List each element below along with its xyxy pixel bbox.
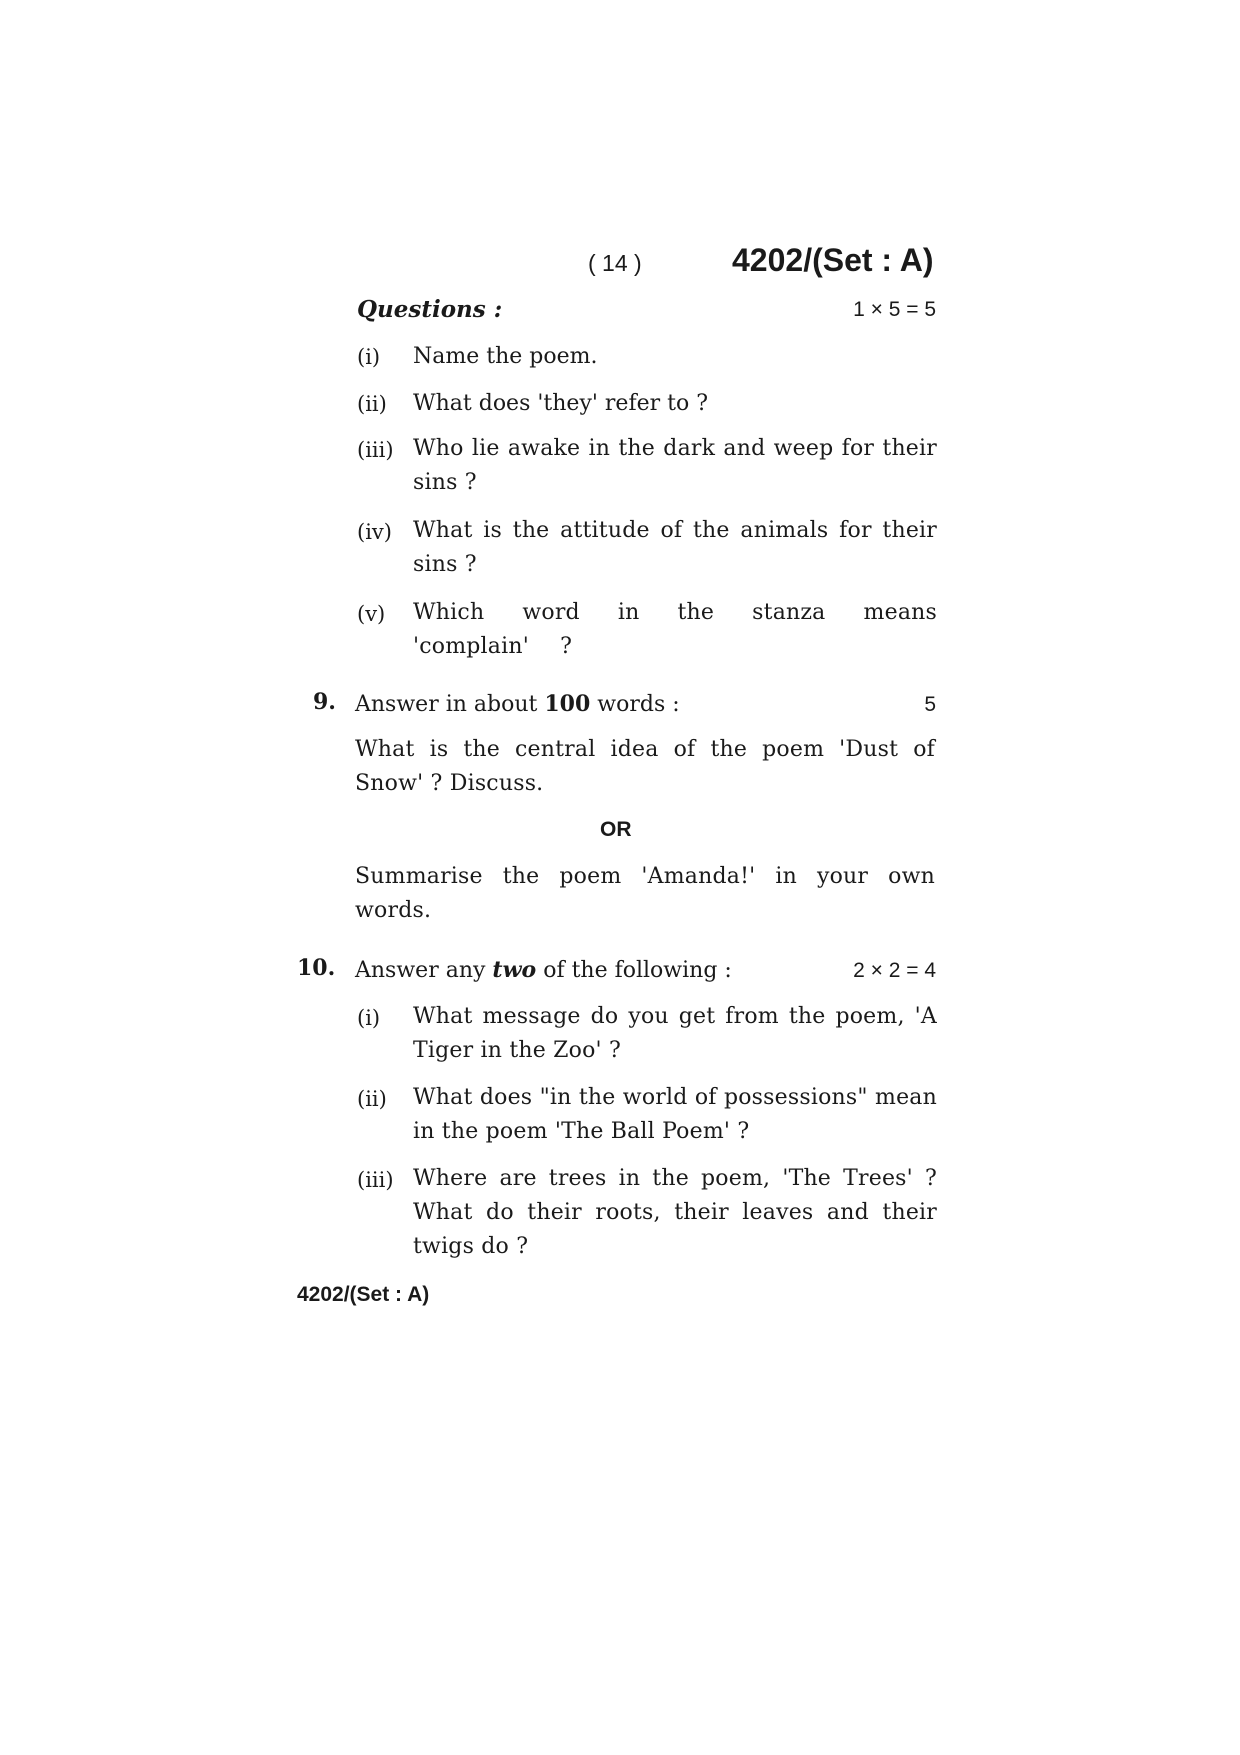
item-text: Who lie awake in the dark and weep for their sins ? bbox=[413, 436, 937, 495]
item-text: Name the poem. bbox=[413, 344, 598, 369]
question-9-option-b: Summarise the poem 'Amanda!' in your own words. bbox=[355, 864, 935, 923]
prompt-text: words : bbox=[590, 692, 680, 717]
item-number: (iv) bbox=[357, 520, 392, 544]
item-text: What message do you get from the poem, 'A Tiger in the Zoo' ? bbox=[413, 1004, 937, 1063]
prompt-bold-number: 100 bbox=[544, 691, 591, 717]
item-text: What is the attitude of the animals for their sins ? bbox=[413, 518, 937, 577]
item-text: What does 'they' refer to ? bbox=[413, 391, 708, 416]
page-number: ( 14 ) bbox=[588, 250, 642, 276]
prompt-text: of the following : bbox=[536, 958, 732, 983]
item-text: Which word in the stanza means 'complain' ? bbox=[413, 600, 937, 659]
item-number: (iii) bbox=[357, 1168, 394, 1192]
question-9-number: 9. bbox=[313, 689, 336, 715]
prompt-text: Answer any bbox=[355, 958, 493, 983]
or-separator: OR bbox=[600, 818, 632, 841]
question-9-prompt bbox=[355, 687, 680, 722]
question-9-marks: 5 bbox=[924, 693, 936, 716]
question-10-marks: 2 × 2 = 4 bbox=[853, 959, 936, 982]
item-text: What does "in the world of possessions" mean in the poem 'The Ball Poem' ? bbox=[413, 1085, 937, 1144]
paper-code-header: 4202/(Set : A) bbox=[732, 242, 934, 278]
item-number: (ii) bbox=[357, 392, 387, 416]
item-number: (ii) bbox=[357, 1087, 387, 1111]
item-number: (i) bbox=[357, 1006, 381, 1030]
item-text: Where are trees in the poem, 'The Trees' ? What do their roots, their leaves and their twigs do ? bbox=[413, 1166, 937, 1259]
question-10-prompt bbox=[355, 953, 732, 988]
item-number: (i) bbox=[357, 345, 381, 369]
item-number: (v) bbox=[357, 602, 386, 626]
item-number: (iii) bbox=[357, 438, 394, 462]
prompt-text: Answer in about bbox=[355, 692, 545, 717]
questions-marks: 1 × 5 = 5 bbox=[853, 298, 936, 321]
question-10-number: 10. bbox=[297, 955, 336, 981]
prompt-emphasis: two bbox=[492, 957, 537, 983]
paper-code-footer: 4202/(Set : A) bbox=[297, 1283, 430, 1306]
question-9-option-a: What is the central idea of the poem 'Dust of Snow' ? Discuss. bbox=[355, 737, 935, 796]
questions-heading: Questions : bbox=[357, 296, 503, 323]
